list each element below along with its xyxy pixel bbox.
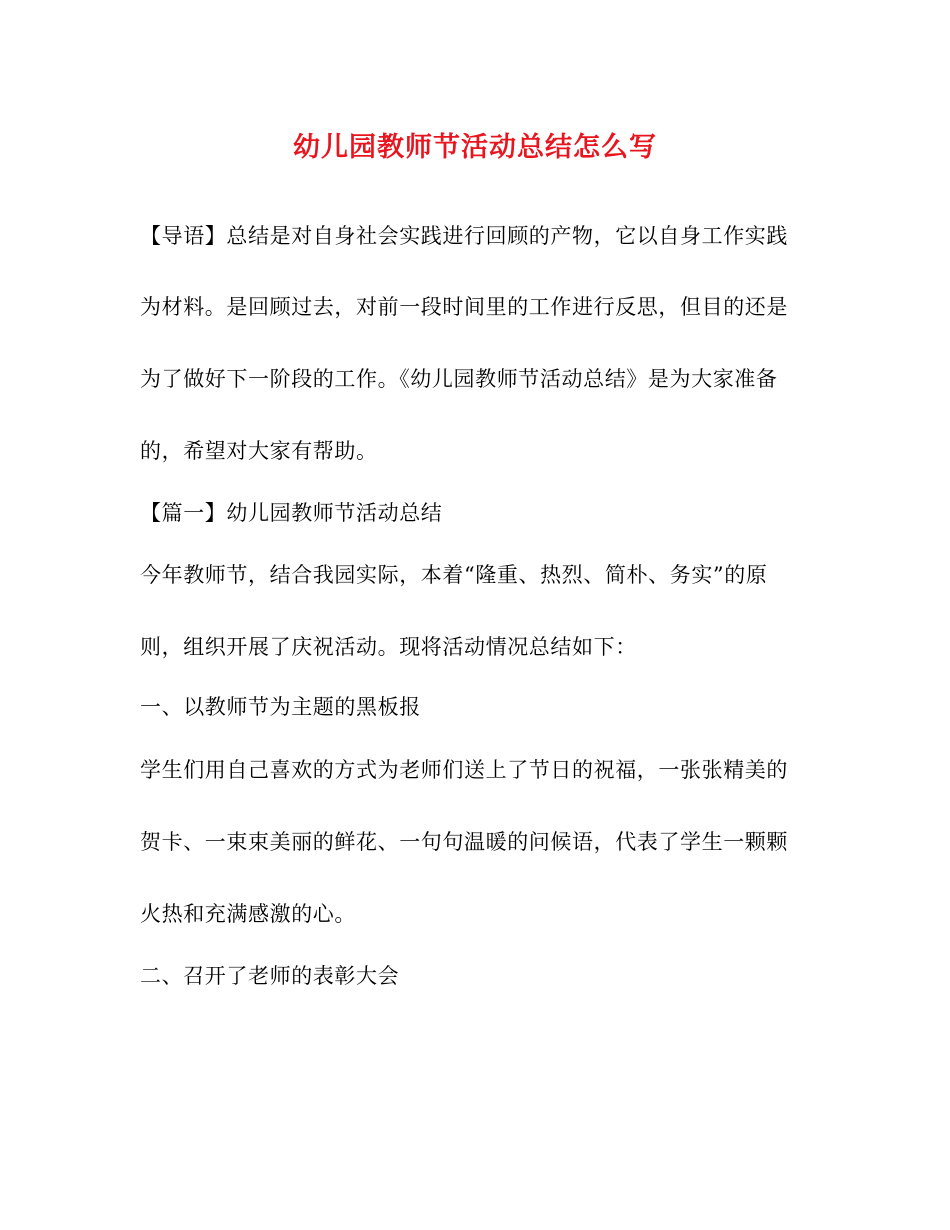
document-title: 幼儿园教师节活动总结怎么写 [293, 132, 657, 163]
intro-paragraph-line-3: 为了做好下一阶段的工作。《幼儿园教师节活动总结》是为大家准备 [140, 367, 778, 391]
body-paragraph-line-2: 则，组织开展了庆祝活动。现将活动情况总结如下： [140, 635, 637, 659]
body-paragraph-2-line-2: 贺卡、一束束美丽的鲜花、一句句温暖的问候语，代表了学生一颗颗 [140, 830, 788, 854]
section-heading: 【篇一】幼儿园教师节活动总结 [140, 501, 443, 525]
intro-paragraph-line-2: 为材料。是回顾过去，对前一段时间里的工作进行反思，但目的还是 [140, 295, 788, 319]
intro-paragraph-line-1: 【导语】总结是对自身社会实践进行回顾的产物，它以自身工作实践 [140, 224, 788, 248]
subheading-1: 一、以教师节为主题的黑板报 [140, 695, 421, 719]
body-paragraph-line-1: 今年教师节，结合我园实际，本着“隆重、热烈、简朴、务实”的原 [140, 563, 768, 587]
subheading-2: 二、召开了老师的表彰大会 [140, 964, 400, 988]
body-paragraph-2-line-1: 学生们用自己喜欢的方式为老师们送上了节日的祝福，一张张精美的 [140, 758, 788, 782]
intro-paragraph-line-4: 的，希望对大家有帮助。 [140, 439, 378, 463]
body-paragraph-2-line-3: 火热和充满感激的心。 [140, 902, 356, 926]
